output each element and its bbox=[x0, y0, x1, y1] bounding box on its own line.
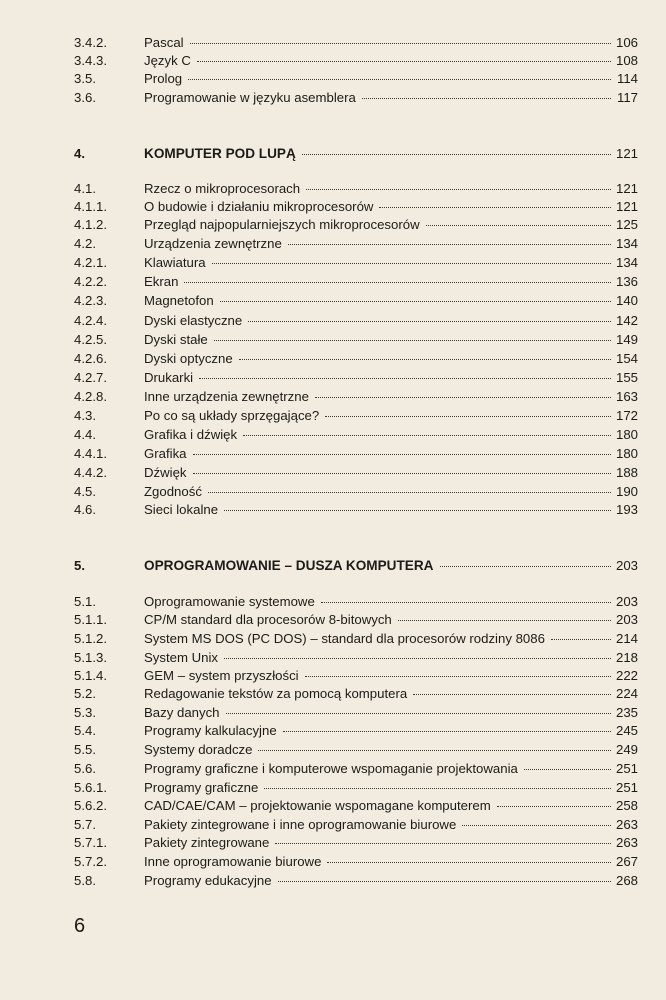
toc-entry-title: Programy kalkulacyjne bbox=[144, 723, 277, 738]
toc-entry-page: 203 bbox=[615, 612, 638, 627]
toc-entry-number: 4.4.1. bbox=[74, 446, 107, 461]
toc-entry-number: 4.3. bbox=[74, 408, 96, 423]
dot-leader bbox=[197, 61, 611, 62]
toc-entry-row bbox=[74, 685, 638, 703]
toc-entry-page: 251 bbox=[615, 780, 638, 795]
dot-leader bbox=[551, 639, 611, 640]
toc-entry-page: 149 bbox=[615, 332, 638, 347]
dot-leader bbox=[440, 566, 611, 567]
toc-entry-number: 5.6.2. bbox=[74, 798, 107, 813]
toc-chapter-row bbox=[74, 557, 638, 575]
dot-leader bbox=[315, 397, 611, 398]
toc-entry-title: Drukarki bbox=[144, 370, 194, 385]
dot-leader bbox=[278, 881, 611, 882]
toc-entry-page: 251 bbox=[615, 761, 638, 776]
toc-entry-title: Dyski elastyczne bbox=[144, 313, 243, 328]
toc-entry-row bbox=[74, 198, 638, 216]
toc-entry-page: 154 bbox=[615, 351, 638, 366]
toc-entry-page: 224 bbox=[615, 686, 638, 701]
toc-entry-page: 155 bbox=[615, 370, 638, 385]
dot-leader bbox=[264, 788, 611, 789]
toc-entry-title: Programowanie w języku asemblera bbox=[144, 90, 356, 105]
dot-leader bbox=[214, 340, 611, 341]
toc-entry-number: 5.1.4. bbox=[74, 668, 107, 683]
toc-entry-row bbox=[74, 649, 638, 667]
toc-entry-title: Programy edukacyjne bbox=[144, 873, 272, 888]
toc-entry-title: KOMPUTER POD LUPĄ bbox=[144, 146, 296, 161]
toc-entry-title: Oprogramowanie systemowe bbox=[144, 594, 315, 609]
toc-entry-title: Prolog bbox=[144, 71, 183, 86]
toc-entry-title: Bazy danych bbox=[144, 705, 220, 720]
toc-entry-title: OPROGRAMOWANIE – DUSZA KOMPUTERA bbox=[144, 558, 434, 573]
toc-entry-row bbox=[74, 872, 638, 890]
toc-entry-number: 4.2.8. bbox=[74, 389, 107, 404]
toc-entry-page: 235 bbox=[615, 705, 638, 720]
dot-leader bbox=[327, 862, 611, 863]
toc-entry-title: Grafika i dźwięk bbox=[144, 427, 238, 442]
toc-entry-title: Dyski stałe bbox=[144, 332, 208, 347]
toc-entry-number: 4.2.3. bbox=[74, 293, 107, 308]
dot-leader bbox=[379, 207, 611, 208]
toc-entry-number: 4.2.2. bbox=[74, 274, 107, 289]
dot-leader bbox=[193, 473, 612, 474]
toc-entry-row bbox=[74, 312, 638, 330]
toc-entry-page: 214 bbox=[615, 631, 638, 646]
dot-leader bbox=[248, 321, 611, 322]
toc-entry-number: 5.4. bbox=[74, 723, 96, 738]
toc-entry-page: 180 bbox=[615, 427, 638, 442]
dot-leader bbox=[302, 154, 611, 155]
toc-entry-row bbox=[74, 254, 638, 272]
toc-entry-row bbox=[74, 52, 638, 70]
toc-entry-title: Pakiety zintegrowane bbox=[144, 835, 270, 850]
toc-entry-title: Klawiatura bbox=[144, 255, 206, 270]
page-number: 6 bbox=[74, 915, 86, 937]
toc-entry-row bbox=[74, 464, 638, 482]
toc-entry-title: System MS DOS (PC DOS) – standard dla procesorów rodziny 8086 bbox=[144, 631, 545, 646]
toc-entry-number: 4.5. bbox=[74, 484, 96, 499]
toc-entry-number: 5.1. bbox=[74, 594, 96, 609]
toc-entry-row bbox=[74, 630, 638, 648]
toc-entry-page: 188 bbox=[615, 465, 638, 480]
toc-entry-page: 106 bbox=[615, 35, 638, 50]
toc-entry-row bbox=[74, 445, 638, 463]
toc-entry-row bbox=[74, 834, 638, 852]
toc-entry-number: 5.6. bbox=[74, 761, 96, 776]
toc-entry-number: 5.2. bbox=[74, 686, 96, 701]
toc-entry-number: 5.5. bbox=[74, 742, 96, 757]
toc-entry-number: 3.4.2. bbox=[74, 35, 107, 50]
toc-entry-page: 142 bbox=[615, 313, 638, 328]
toc-entry-number: 4.2.5. bbox=[74, 332, 107, 347]
toc-entry-row bbox=[74, 180, 638, 198]
toc-entry-page: 218 bbox=[615, 650, 638, 665]
toc-entry-title: Sieci lokalne bbox=[144, 502, 219, 517]
dot-leader bbox=[190, 43, 611, 44]
toc-entry-row bbox=[74, 797, 638, 815]
toc-entry-number: 4.2.1. bbox=[74, 255, 107, 270]
toc-entry-page: 203 bbox=[615, 558, 638, 573]
dot-leader bbox=[275, 843, 611, 844]
dot-leader bbox=[398, 620, 611, 621]
toc-entry-number: 4.1.2. bbox=[74, 217, 107, 232]
toc-entry-number: 4.2.4. bbox=[74, 313, 107, 328]
toc-entry-number: 3.4.3. bbox=[74, 53, 107, 68]
toc-entry-row bbox=[74, 779, 638, 797]
toc-entry-number: 4. bbox=[74, 146, 85, 161]
dot-leader bbox=[462, 825, 611, 826]
toc-entry-row bbox=[74, 501, 638, 519]
toc-entry-number: 5. bbox=[74, 558, 85, 573]
toc-entry-number: 4.1. bbox=[74, 181, 96, 196]
dot-leader bbox=[321, 602, 611, 603]
dot-leader bbox=[184, 282, 611, 283]
toc-entry-title: Inne oprogramowanie biurowe bbox=[144, 854, 322, 869]
toc-entry-page: 134 bbox=[615, 255, 638, 270]
toc-entry-page: 125 bbox=[615, 217, 638, 232]
dot-leader bbox=[258, 750, 611, 751]
toc-entry-title: Przegląd najpopularniejszych mikroprocesorów bbox=[144, 217, 420, 232]
toc-entry-row bbox=[74, 331, 638, 349]
toc-entry-number: 4.1.1. bbox=[74, 199, 107, 214]
toc-entry-page: 121 bbox=[615, 181, 638, 196]
dot-leader bbox=[325, 416, 611, 417]
toc-entry-row bbox=[74, 722, 638, 740]
toc-entry-number: 3.5. bbox=[74, 71, 96, 86]
toc-entry-page: 172 bbox=[615, 408, 638, 423]
toc-entry-number: 5.1.1. bbox=[74, 612, 107, 627]
toc-entry-title: CAD/CAE/CAM – projektowanie wspomagane komputerem bbox=[144, 798, 491, 813]
toc-entry-row bbox=[74, 667, 638, 685]
toc-entry-title: CP/M standard dla procesorów 8-bitowych bbox=[144, 612, 392, 627]
toc-entry-row bbox=[74, 235, 638, 253]
dot-leader bbox=[524, 769, 611, 770]
dot-leader bbox=[199, 378, 611, 379]
toc-entry-page: 114 bbox=[616, 71, 638, 86]
toc-entry-row bbox=[74, 483, 638, 501]
toc-entry-number: 5.1.2. bbox=[74, 631, 107, 646]
toc-entry-title: Pakiety zintegrowane i inne oprogramowanie biurowe bbox=[144, 817, 457, 832]
dot-leader bbox=[239, 359, 611, 360]
toc-entry-title: Zgodność bbox=[144, 484, 202, 499]
toc-entry-title: Pascal bbox=[144, 35, 184, 50]
toc-entry-page: 190 bbox=[615, 484, 638, 499]
dot-leader bbox=[283, 731, 611, 732]
toc-entry-title: Rzecz o mikroprocesorach bbox=[144, 181, 301, 196]
toc-entry-title: System Unix bbox=[144, 650, 219, 665]
toc-entry-title: Inne urządzenia zewnętrzne bbox=[144, 389, 309, 404]
toc-entry-page: 193 bbox=[615, 502, 638, 517]
toc-entry-row bbox=[74, 388, 638, 406]
dot-leader bbox=[306, 189, 611, 190]
dot-leader bbox=[305, 676, 611, 677]
toc-entry-title: GEM – system przyszłości bbox=[144, 668, 299, 683]
dot-leader bbox=[212, 263, 611, 264]
dot-leader bbox=[288, 244, 611, 245]
toc-entry-number: 4.4. bbox=[74, 427, 96, 442]
toc-entry-number: 5.7.2. bbox=[74, 854, 107, 869]
toc-entry-page: 163 bbox=[615, 389, 638, 404]
dot-leader bbox=[243, 435, 611, 436]
toc-entry-row bbox=[74, 292, 638, 310]
dot-leader bbox=[413, 694, 611, 695]
dot-leader bbox=[224, 658, 611, 659]
toc-entry-page: 263 bbox=[615, 835, 638, 850]
toc-entry-row bbox=[74, 741, 638, 759]
toc-entry-row bbox=[74, 70, 638, 88]
dot-leader bbox=[220, 301, 611, 302]
toc-entry-number: 5.6.1. bbox=[74, 780, 107, 795]
toc-entry-number: 4.2.6. bbox=[74, 351, 107, 366]
dot-leader bbox=[224, 510, 611, 511]
toc-entry-page: 136 bbox=[615, 274, 638, 289]
toc-entry-page: 245 bbox=[615, 723, 638, 738]
toc-entry-page: 121 bbox=[615, 199, 638, 214]
toc-entry-page: 268 bbox=[615, 873, 638, 888]
toc-entry-title: Po co są układy sprzęgające? bbox=[144, 408, 320, 423]
dot-leader bbox=[208, 492, 611, 493]
toc-entry-row bbox=[74, 704, 638, 722]
toc-entry-row bbox=[74, 816, 638, 834]
toc-entry-page: 258 bbox=[615, 798, 638, 813]
toc-entry-number: 5.3. bbox=[74, 705, 96, 720]
toc-entry-title: O budowie i działaniu mikroprocesorów bbox=[144, 199, 374, 214]
dot-leader bbox=[193, 454, 611, 455]
toc-entry-title: Ekran bbox=[144, 274, 179, 289]
toc-entry-number: 5.7. bbox=[74, 817, 96, 832]
toc-entry-title: Redagowanie tekstów za pomocą komputera bbox=[144, 686, 408, 701]
dot-leader bbox=[226, 713, 611, 714]
dot-leader bbox=[426, 225, 611, 226]
toc-entry-page: 267 bbox=[615, 854, 638, 869]
toc-entry-title: Magnetofon bbox=[144, 293, 214, 308]
dot-leader bbox=[362, 98, 611, 99]
toc-entry-title: Systemy doradcze bbox=[144, 742, 253, 757]
toc-entry-title: Programy graficzne bbox=[144, 780, 259, 795]
toc-entry-title: Język C bbox=[144, 53, 191, 68]
toc-chapter-row bbox=[74, 145, 638, 163]
toc-entry-row bbox=[74, 350, 638, 368]
toc-entry-number: 3.6. bbox=[74, 90, 96, 105]
toc-entry-number: 4.4.2. bbox=[74, 465, 107, 480]
toc-entry-row bbox=[74, 216, 638, 234]
toc-entry-number: 5.1.3. bbox=[74, 650, 107, 665]
toc-entry-page: 140 bbox=[615, 293, 638, 308]
toc-entry-number: 4.2. bbox=[74, 236, 96, 251]
toc-entry-title: Urządzenia zewnętrzne bbox=[144, 236, 282, 251]
dot-leader bbox=[497, 806, 611, 807]
toc-entry-number: 4.2.7. bbox=[74, 370, 107, 385]
toc-entry-row bbox=[74, 760, 638, 778]
toc-entry-page: 249 bbox=[615, 742, 638, 757]
dot-leader bbox=[188, 79, 611, 80]
toc-entry-number: 5.8. bbox=[74, 873, 96, 888]
toc-entry-page: 108 bbox=[615, 53, 638, 68]
toc-entry-row bbox=[74, 273, 638, 291]
toc-entry-row bbox=[74, 426, 638, 444]
toc-entry-page: 134 bbox=[615, 236, 638, 251]
toc-entry-page: 180 bbox=[615, 446, 638, 461]
toc-entry-page: 203 bbox=[615, 594, 638, 609]
toc-entry-page: 117 bbox=[616, 90, 638, 105]
toc-entry-page: 222 bbox=[615, 668, 638, 683]
toc-entry-row bbox=[74, 369, 638, 387]
toc-entry-title: Dyski optyczne bbox=[144, 351, 233, 366]
toc-entry-number: 5.7.1. bbox=[74, 835, 107, 850]
toc-entry-row bbox=[74, 611, 638, 629]
toc-entry-row bbox=[74, 34, 638, 52]
toc-entry-row bbox=[74, 593, 638, 611]
toc-entry-number: 4.6. bbox=[74, 502, 96, 517]
toc-entry-row bbox=[74, 89, 638, 107]
toc-entry-title: Dźwięk bbox=[144, 465, 187, 480]
toc-entry-title: Grafika bbox=[144, 446, 187, 461]
toc-entry-page: 263 bbox=[615, 817, 638, 832]
toc-entry-row bbox=[74, 407, 638, 425]
toc-entry-row bbox=[74, 853, 638, 871]
toc-entry-page: 121 bbox=[615, 146, 638, 161]
toc-entry-title: Programy graficzne i komputerowe wspomaganie projektowania bbox=[144, 761, 518, 776]
